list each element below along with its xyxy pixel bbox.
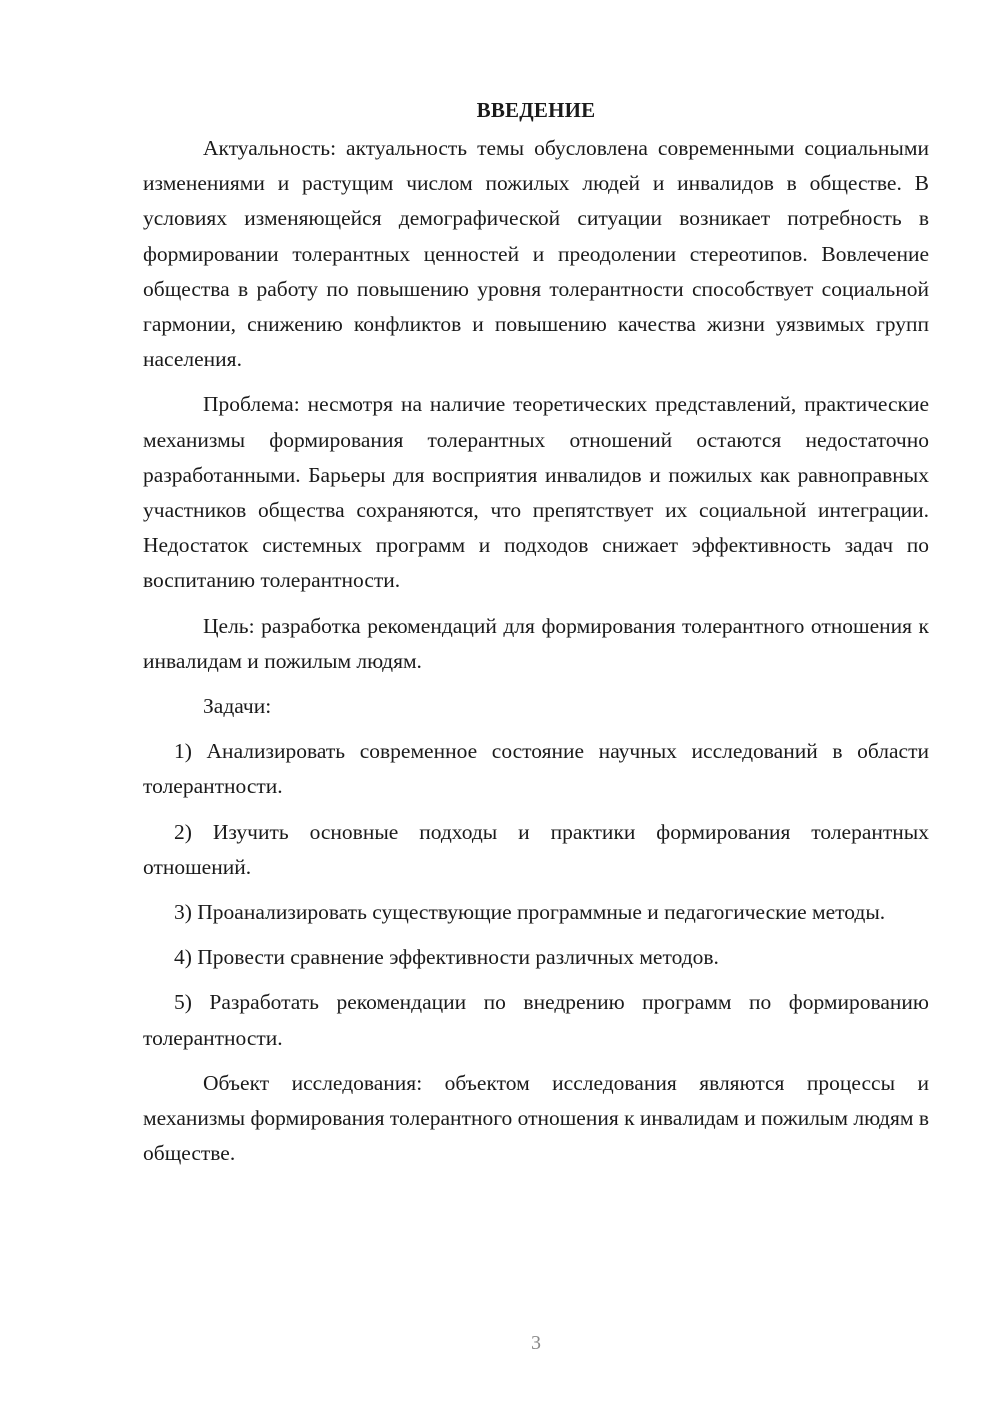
section-heading: ВВЕДЕНИЕ [476, 98, 596, 122]
task-item: 2) Изучить основные подходы и практики формирования толерантных отношений. [143, 819, 929, 879]
task-item: 3) Проанализировать существующие программные и педагогические методы. [174, 900, 886, 925]
goal-paragraph: Цель: разработка рекомендаций для формирования толерантного отношения к инвалидам и пожилым людям. [143, 613, 929, 673]
page-number: 3 [531, 1332, 541, 1354]
tasks-list [143, 734, 929, 1056]
task-item: 1) Анализировать современное состояние научных исследований в области толерантности. [143, 739, 929, 799]
document-page [143, 93, 929, 1181]
task-item: 5) Разработать рекомендации по внедрению программ по формированию толерантности. [143, 990, 929, 1050]
tasks-label: Задачи: [203, 694, 272, 719]
relevance-paragraph: Актуальность: актуальность темы обусловлена современными социальными изменениями и растущим числом пожилых людей и инвалидов в обществе. В условиях изменяющейся демографической ситуации возникает потребность в формировании толерантных ценностей и преодолении стереотипов. Вовлечение общества в работу по повышению уровня толерантности способствует социальной гармонии, снижению конфликтов и повышению качества жизни уязвимых групп населения. [143, 136, 929, 372]
object-paragraph: Объект исследования: объектом исследования являются процессы и механизмы формирования толерантного отношения к инвалидам и пожилым людям в обществе. [143, 1070, 930, 1166]
task-item: 4) Провести сравнение эффективности различных методов. [174, 945, 719, 970]
problem-paragraph: Проблема: несмотря на наличие теоретических представлений, практические механизмы формирования толерантных отношений остаются недостаточно разработанными. Барьеры для восприятия инвалидов и пожилых как равноправных участников общества сохраняются, что препятствует их социальной интеграции. Недостаток системных программ и подходов снижает эффективность задач по воспитанию толерантности. [143, 392, 929, 593]
